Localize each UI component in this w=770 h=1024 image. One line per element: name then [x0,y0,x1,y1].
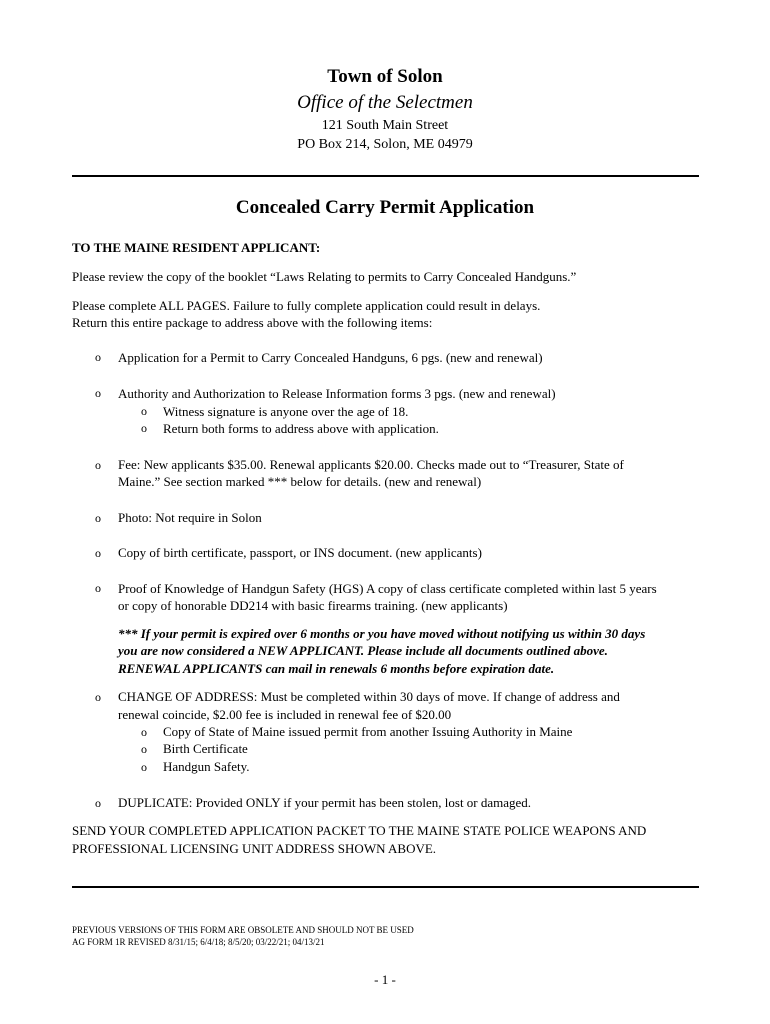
item-address-sub3: Handgun Safety. [163,759,250,774]
item-address-sub1: Copy of State of Maine issued permit from another Issuing Authority in Maine [163,724,573,739]
bullet-marker: o [95,546,101,560]
sub-bullet-marker: o [141,760,147,774]
sub-bullet-marker: o [141,742,147,756]
town-name: Town of Solon [327,66,443,87]
item-application: Application for a Permit to Carry Concealed Handguns, 6 pgs. (new and renewal) [118,350,543,365]
item-photo: Photo: Not require in Solon [118,510,262,525]
item-birth: Copy of birth certificate, passport, or INS document. (new applicants) [118,545,482,560]
form-title: Concealed Carry Permit Application [235,197,535,218]
intro-return: Return this entire package to address above with the following items: [72,315,433,330]
warning-line2: you are now considered a NEW APPLICANT. Please include all documents outlined above. [118,643,608,658]
bullet-marker: o [95,458,101,472]
item-duplicate: DUPLICATE: Provided ONLY if your permit has been stolen, lost or damaged. [118,795,532,810]
bullet-marker: o [95,796,101,810]
bullet-marker: o [95,350,101,364]
sub-bullet-marker: o [141,725,147,739]
street-address: 121 South Main Street [321,118,449,133]
bullet-marker: o [95,690,101,704]
item-hgs-line2: or copy of honorable DD214 with basic firearms training. (new applicants) [118,598,508,613]
send-line1: SEND YOUR COMPLETED APPLICATION PACKET TO THE MAINE STATE POLICE WEAPONS AND [72,823,647,838]
intro-review: Please review the copy of the booklet “Laws Relating to permits to Carry Concealed Handguns.” [72,269,577,284]
item-hgs-line1: Proof of Knowledge of Handgun Safety (HGS) A copy of class certificate completed within last 5 years [118,581,657,596]
footer-obsolete-note: PREVIOUS VERSIONS OF THIS FORM ARE OBSOLETE AND SHOULD NOT BE USED [72,925,414,935]
item-address-line1: CHANGE OF ADDRESS: Must be completed within 30 days of move. If change of address and [118,689,620,704]
footer-revision-note: AG FORM 1R REVISED 8/31/15; 6/4/18; 8/5/20; 03/22/21; 04/13/21 [72,937,325,947]
office-name: Office of the Selectmen [297,92,473,113]
page-number: - 1 - [374,972,396,987]
item-fee-line2: Maine.” See section marked *** below for details. (new and renewal) [118,474,482,489]
item-authority-sub1: Witness signature is anyone over the age of 18. [163,404,409,419]
bullet-marker: o [95,511,101,525]
item-authority-sub2: Return both forms to address above with application. [163,421,439,436]
item-address-line2: renewal coincide, $2.00 fee is included in renewal fee of $20.00 [118,707,452,722]
warning-line1: *** If your permit is expired over 6 months or you have moved without notifying us within 30 days [118,626,646,641]
sub-bullet-marker: o [141,404,147,418]
bullet-marker: o [95,386,101,400]
intro-complete: Please complete ALL PAGES. Failure to fully complete application could result in delays. [72,298,541,313]
sub-bullet-marker: o [141,421,147,435]
item-address-sub2: Birth Certificate [163,741,248,756]
salutation: TO THE MAINE RESIDENT APPLICANT: [72,240,321,255]
item-fee-line1: Fee: New applicants $35.00. Renewal applicants $20.00. Checks made out to “Treasurer, State of [118,457,624,472]
warning-line3: RENEWAL APPLICANTS can mail in renewals 6 months before expiration date. [118,661,555,676]
header-divider [72,175,699,177]
footer-divider [72,886,699,888]
po-box-address: PO Box 214, Solon, ME 04979 [297,137,473,152]
item-authority: Authority and Authorization to Release Information forms 3 pgs. (new and renewal) [118,386,556,401]
send-line2: PROFESSIONAL LICENSING UNIT ADDRESS SHOWN ABOVE. [72,841,437,856]
bullet-marker: o [95,581,101,595]
